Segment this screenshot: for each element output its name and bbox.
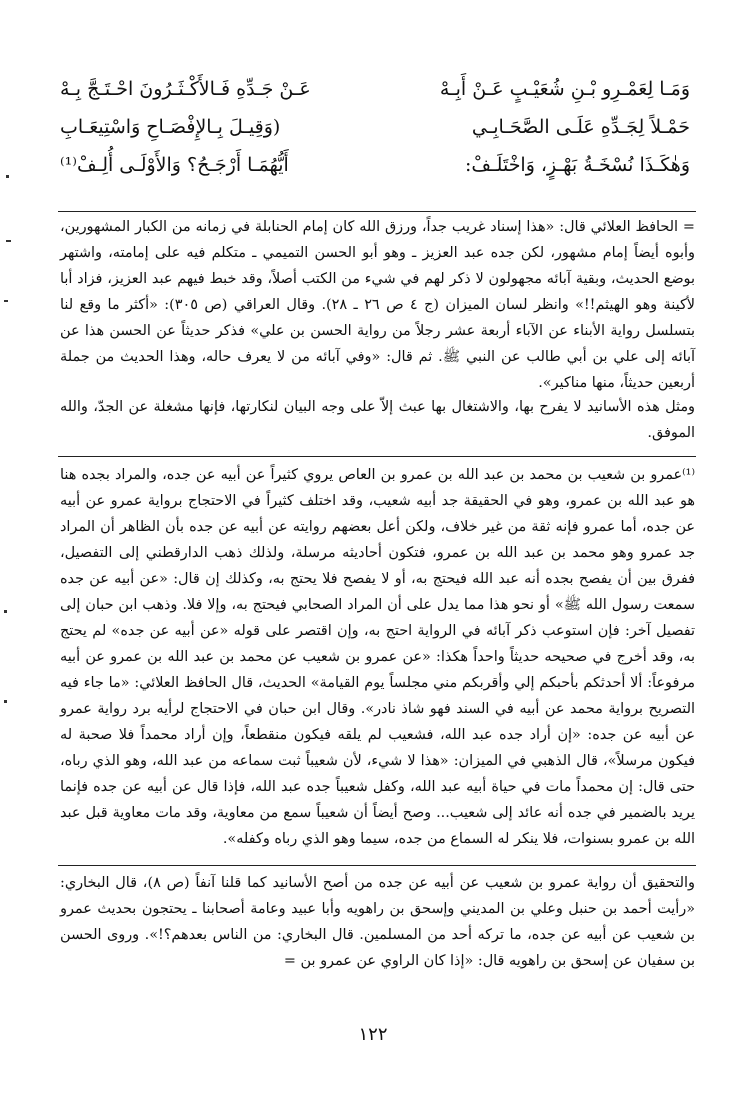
scan-mark <box>6 240 11 242</box>
footnote-paragraph: ومثل هذه الأسانيد لا يفرح بها، والاشتغال بها عبث إلاّ على وجه البيان لنكارتها، فإنها مشغلة عن الجدّ، والله الموفق. <box>60 399 695 441</box>
footnote-1: ⁽¹⁾عمرو بن شعيب بن محمد بن عبد الله بن عمرو بن العاص يروي كثيراً عن أبيه عن جده، والمراد بجده هنا هو عبد الله بن عمرو، وهو في الحقيقة جد أبيه شعيب، وقد اختلف كثيراً في الاحتجاج برواية عمرو عن أبيه عن جده، أما عمرو فإنه ثقة من غير خلاف، ولكن أعل بعضهم روايته عن أبيه عن جده بأن الظاهر أن المراد جد عمرو وهو محمد بن عبد الله بن عمرو، فتكون أحاديثه مرسلة، ولذلك ذهب الدارقطني إلى التفصيل، ففرق بين أن يفصح بجده أنه عبد الله فيحتج به، أو لا يفصح فلا يحتج به، وكذلك إن قال: «عن أبيه عن جده سمعت رسول الله ﷺ» أو نحو هذا مما يدل على أن المراد الصحابي فيحتج به، وإلا فلا. وذهب ابن حبان إلى تفصيل آخر: فإن استوعب ذكر آبائه في الرواية احتج به، وإن اقتصر على قوله «عن أبيه عن جده» لم يحتج به، وقد أخرج في صحيحه حديثاً واحداً هكذا: «عن عمرو بن شعيب عن محمد بن عبد الله بن عمرو عن أبيه مرفوعاً: ألا أحدثكم بأحبكم إلي وأقربكم مني مجلساً يوم القيامة» الحديث، قال الحافظ العلائي: «ما جاء فيه التصريح برواية محمد عن أبيه في السند فهو شاذ نادر». وقال ابن حبان في الاحتجاج لرأيه برد رواية عمرو عن أبيه عن جده: «إن أراد جده عبد الله، فشعيب لم يلقه فيكون منقطعاً، وإن أراد محمداً فلا صحبة له فيكون مرسلاً»، قال الذهبي في الميزان: «هذا لا شيء، لأن شعيباً ثبت سماعه من عبد الله، وهو الذي رباه، حتى قال: إن محمداً مات في حياة أبيه عبد الله، وكفل شعيباً جده عبد الله، فإذا قال عن أبيه عن جده فإنما يريد بالضمير في جده أنه عائد إلى شعيب... وصح أيضاً أن شعيباً سمع من معاوية، وقد مات معاوية قبل عبد الله بن عمرو بسنوات، فلا ينكر له السماع من جده، سيما وهو الذي رباه وكفله». <box>60 467 695 847</box>
verse-second-hemistich: عَـنْ جَـدِّهِ فَـالأَكْـثَـرُونَ احْـتَـجَّ بِـهْ <box>60 78 311 100</box>
footnote-continuation: = الحافظ العلائي قال: «هذا إسناد غريب جداً، ورزق الله كان إمام الحنابلة في زمانه من الكبار المشهورين، وأبوه أيضاً إمام مشهور، لكن جده عبد العزيز ـ وهو أبو الحسن التميمي ـ متكلم فيه على إمامته، واشتهر بوضع الحديث، وبقية آبائه مجهولون لا ذكر لهم في شيء من الكتب أصلاً، وقد خبط فيهم عبد العزيز، فزاد أبا لأكينة وهو الهيثم!!» وانظر لسان الميزان (ج ٤ ص ٢٦ ـ ٢٨). وقال العراقي (ص ٣٠٥): «أكثر ما وقع لنا بتسلسل رواية الأبناء عن الآباء أربعة عشر رجلاً من رواية الحسن بن علي» فذكر حديثاً عن الحسن هذا عن آبائه إلى علي بن أبي طالب عن النبي ﷺ. ثم قال: «وفي آبائه من لا يعرف حاله، وهذا الحديث من جملة أربعين حديثاً، منها مناكير». <box>60 219 696 391</box>
section-divider <box>58 865 696 866</box>
page-number: ١٢٢ <box>358 1024 388 1045</box>
scan-mark <box>6 175 9 178</box>
scan-mark <box>4 300 8 302</box>
poem-verses <box>60 70 690 184</box>
verse-first-hemistich: وَهٰكَـذَا نُسْخَـةُ بَهْـزٍ، وَاخْتَلَـفْ: <box>465 154 690 176</box>
verse-second-hemistich: (وَقِيـلَ بِـالإِفْصَـاحِ وَاسْتِيعَـابِ <box>60 116 281 138</box>
verse-first-hemistich: حَمْـلاً لِجَـدِّهِ عَلَـى الصَّحَـابِـي <box>471 116 690 138</box>
verse-first-hemistich: وَمَـا لِعَمْـرِو بْـنِ شُعَيْـبٍ عَـنْ أَبِـهْ <box>439 78 690 100</box>
section-divider <box>58 456 696 457</box>
footnote-divider <box>58 211 696 212</box>
verse-line <box>60 108 690 146</box>
scan-mark <box>4 610 7 613</box>
verse-line <box>60 70 690 108</box>
scan-mark <box>4 700 7 703</box>
verse-line <box>60 146 690 184</box>
verse-second-hemistich: أَيُّهُمَـا أَرْجَـحُ؟ وَالأَوْلَـى أُلِـفْ⁽¹⁾ <box>60 154 289 176</box>
footnote-1-continuation: والتحقيق أن رواية عمرو بن شعيب عن أبيه عن جده من أصح الأسانيد كما قلنا آنفاً (ص ٨)، قال البخاري: «رأيت أحمد بن حنبل وعلي بن المديني وإسحق بن راهويه وأبا عبيد وعامة أصحابنا ـ يحتجون بحديث عمرو بن شعيب عن أبيه عن جده، ما تركه أحد من المسلمين. قال البخاري: من الناس بعدهم؟!». وروى الحسن بن سفيان عن إسحق بن راهويه قال: «إذا كان الراوي عن عمرو بن = <box>60 875 695 969</box>
